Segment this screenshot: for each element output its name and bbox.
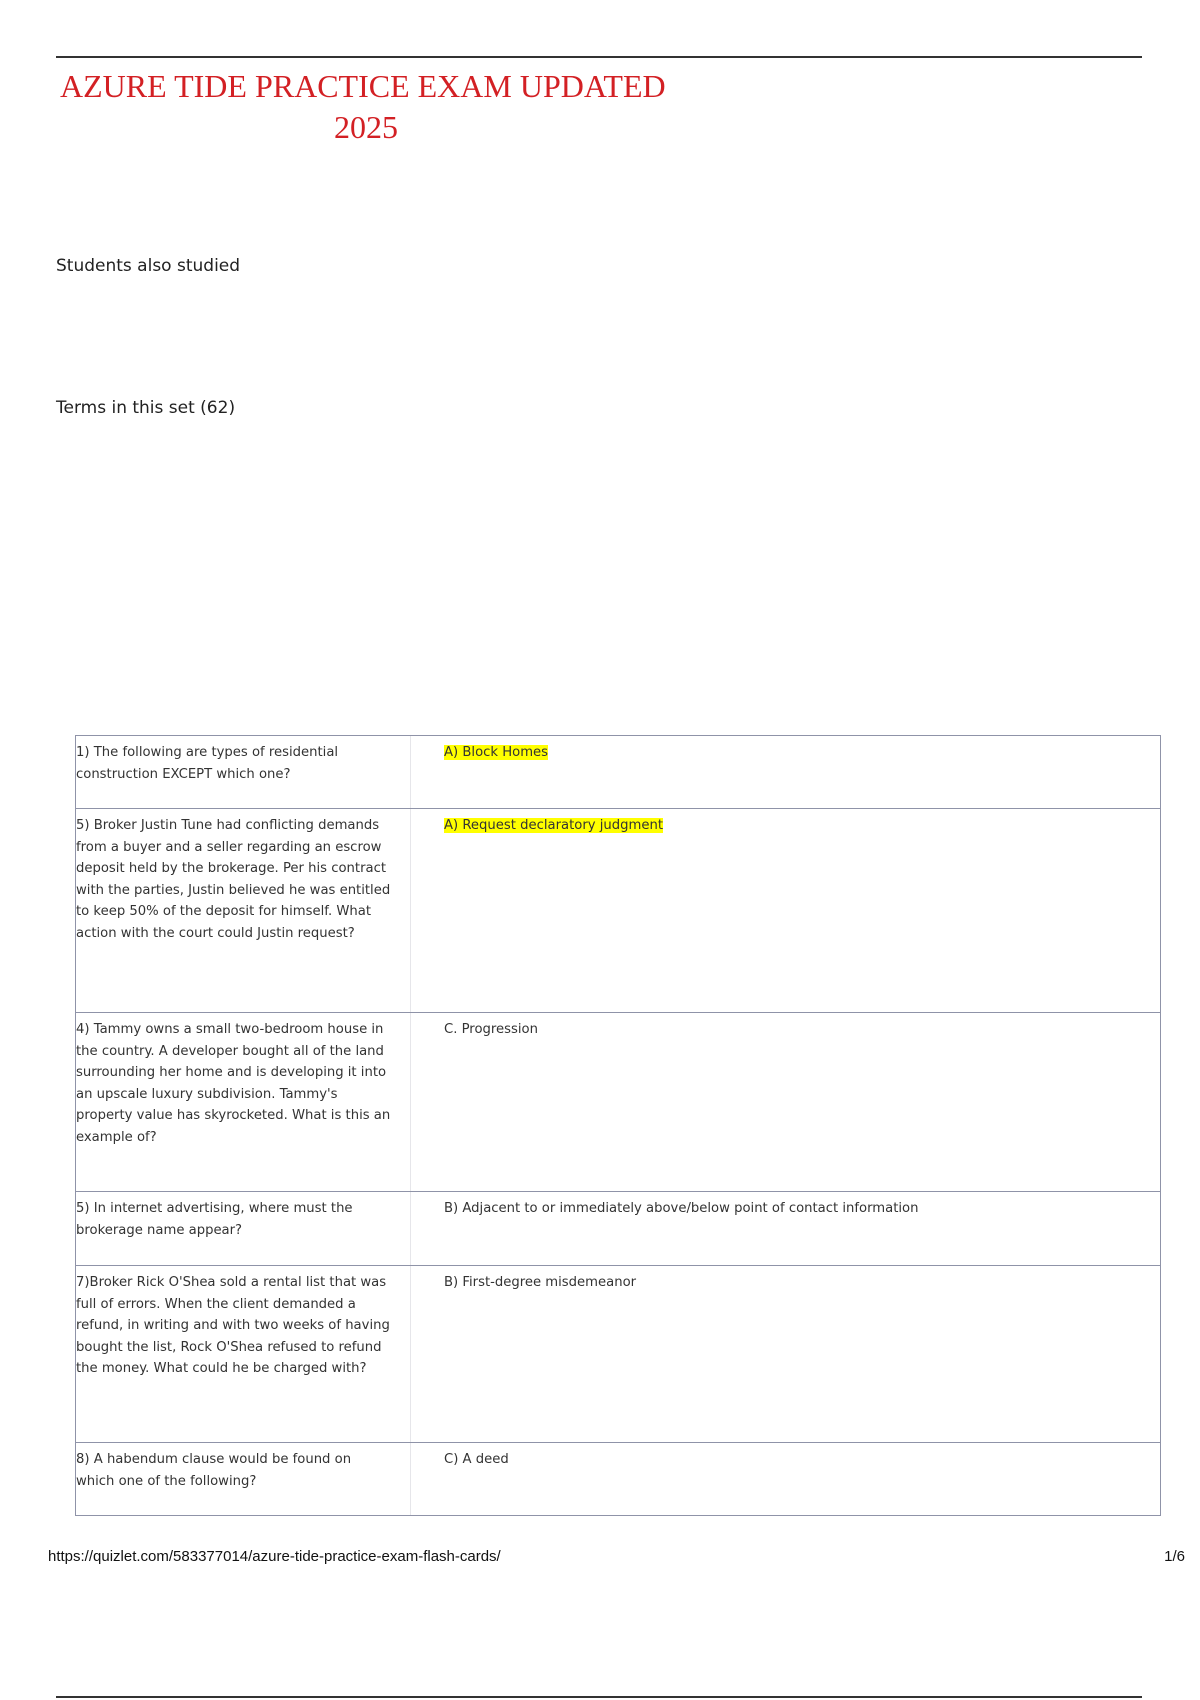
- term-row: [76, 1192, 1160, 1266]
- term-answer: [411, 1192, 1160, 1265]
- term-answer-text: C) A deed: [444, 1452, 509, 1467]
- term-answer: [411, 809, 1160, 1012]
- term-question: 8) A habendum clause would be found on which one of the following?: [76, 1443, 411, 1515]
- term-answer: [411, 1443, 1160, 1515]
- term-answer-text: A) Request declaratory judgment: [444, 818, 664, 833]
- term-answer-text: C. Progression: [444, 1022, 538, 1037]
- terms-table: [75, 735, 1161, 1516]
- term-question: 5) In internet advertising, where must the brokerage name appear?: [76, 1192, 411, 1265]
- term-question: 5) Broker Justin Tune had conflicting demands from a buyer and a seller regarding an escrow deposit held by the brokerage. Per his contract with the parties, Justin believed he was entitled to keep 50% of the deposit for himself. What action with the court could Justin request?: [76, 809, 411, 1012]
- bottom-rule: [56, 1696, 1142, 1698]
- students-also-studied-heading: Students also studied: [56, 256, 241, 276]
- term-answer-text: A) Block Homes: [444, 745, 549, 760]
- term-row: [76, 736, 1160, 809]
- term-row: [76, 809, 1160, 1013]
- source-url-link[interactable]: https://quizlet.com/583377014/azure-tide-practice-exam-flash-cards/: [48, 1548, 501, 1565]
- terms-count-heading: Terms in this set (62): [56, 398, 236, 418]
- term-row: [76, 1013, 1160, 1192]
- title-line-1: AZURE TIDE PRACTICE EXAM UPDATED: [60, 68, 666, 104]
- term-row: [76, 1443, 1160, 1515]
- term-answer: [411, 736, 1160, 808]
- term-answer-text: B) Adjacent to or immediately above/below point of contact information: [444, 1201, 919, 1216]
- page-number: 1/6: [1164, 1548, 1185, 1565]
- term-answer: [411, 1266, 1160, 1442]
- term-row: [76, 1266, 1160, 1443]
- term-question: 1) The following are types of residential construction EXCEPT which one?: [76, 736, 411, 808]
- term-answer-text: B) First-degree misdemeanor: [444, 1275, 637, 1290]
- title-line-2: 2025: [334, 109, 398, 145]
- term-answer: [411, 1013, 1160, 1191]
- document-title: [60, 66, 680, 148]
- term-question: 7)Broker Rick O'Shea sold a rental list that was full of errors. When the client demanded a refund, in writing and with two weeks of having bought the list, Rock O'Shea refused to refund the money. What could he be charged with?: [76, 1266, 411, 1442]
- term-question: 4) Tammy owns a small two-bedroom house in the country. A developer bought all of the land surrounding her home and is developing it into an upscale luxury subdivision. Tammy's property value has skyrocketed. What is this an example of?: [76, 1013, 411, 1191]
- top-rule: [56, 56, 1142, 58]
